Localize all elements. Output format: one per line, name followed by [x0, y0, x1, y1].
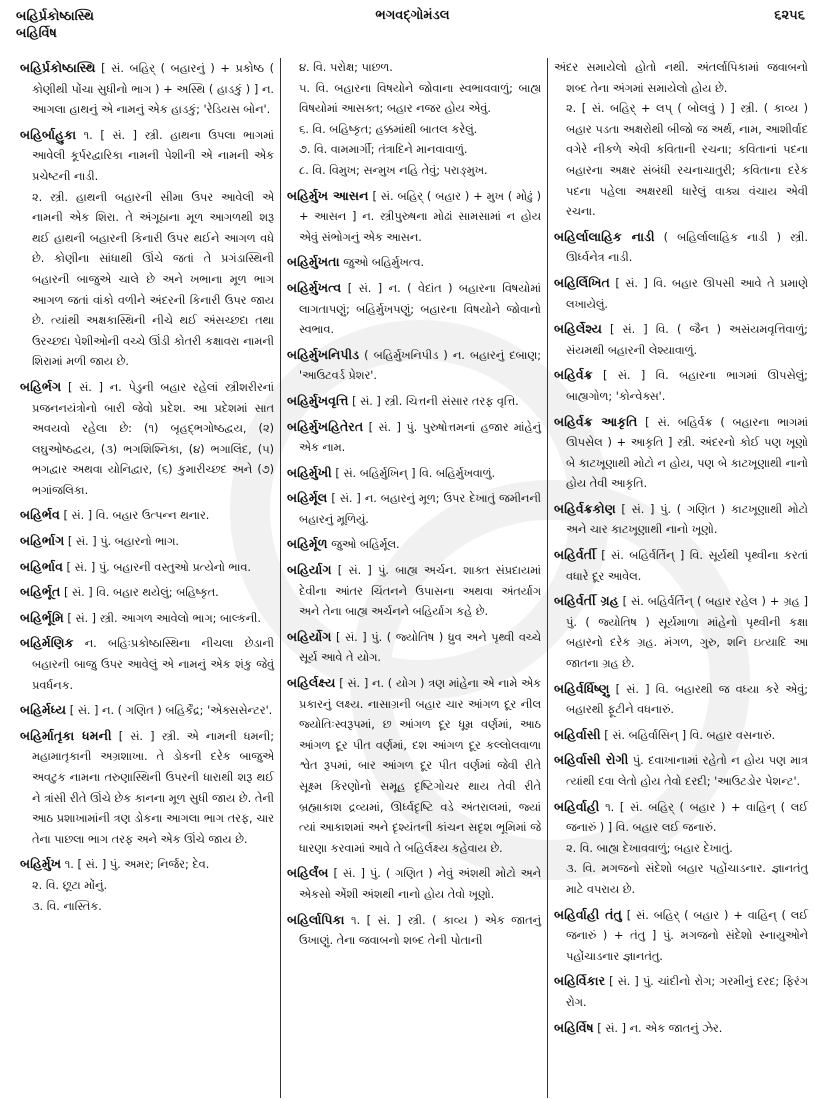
- dictionary-entry: [287, 58, 541, 182]
- dictionary-columns: [14, 58, 814, 1098]
- dictionary-entry: [554, 273, 808, 315]
- definition: [ સં. બહિર્ ( બહારનું ) + પ્રકોષ્ઠ ( કોણીથી પોંચા સુધીનો ભાગ ) + અસ્થિ ( હાડકું ) ] ન. આગલા હાથનું એ નામનું એક હાડકું; 'રેડિયસ બોન'.: [32, 62, 274, 117]
- headword: બહિર્મુખ: [20, 856, 62, 872]
- headword: બહિર્વક્ર આકૃતિ: [554, 413, 638, 429]
- definition: [ સં. ] સ્ત્રી. આગળ આવેલો ભાગ; બાલ્કની.: [67, 611, 261, 625]
- headword: બહિર્યોગ: [287, 628, 332, 644]
- dictionary-entry: [287, 186, 541, 249]
- headword: બહિર્મણિક: [20, 635, 74, 651]
- guide-word-last: બહિર્વિષ: [16, 26, 57, 41]
- headword: બહિર્યાગ: [287, 562, 332, 578]
- definition: [ સં. ] પું. ( ગણિત ) નેવું અંશથી મોટો અને એકસો એંશી અંશથી નાનો હોય તેવો ખૂણો.: [299, 867, 542, 901]
- headword: બહિર્મૂલ: [287, 490, 328, 506]
- dictionary-entry: [287, 534, 541, 556]
- dictionary-entry: [554, 591, 808, 674]
- headword: બહિર્લક્ષ્ય: [287, 675, 336, 691]
- definition: [ સં. ] ન. ( વેદાંત ) બહારના વિષયોમાં લાગતાપણું; બહિર્મુખપણું; બહારના વિષયોને જોવાનો સ્વભાવ.: [299, 281, 542, 337]
- headword: બહિર્ભૂમિ: [20, 609, 64, 625]
- definition: [ સં. બહિર્વર્તિન્ ( બહાર રહેલ ) + ગ્રહ ] પું. ( જ્યોતિષ ) સૂર્યમાળા માંહેનો પૃથ્વીની કક્ષા બહારનો દરેક ગ્રહ. મંગળ, ગુરુ, શનિ ઇત્યાદિ આ જાતના ગ્રહ છે.: [566, 595, 809, 671]
- definition: [ સં. ] પું. બાહ્ય અર્ચન. શાક્ત સંપ્રદાયમાં દેવીના આંતર ચિંતનને ઉપાસના અથવા અંતર્યાગ અને તેના બાહ્ય અર્ચનને બહિર્યાગ કહે છે.: [299, 564, 541, 619]
- dictionary-entry: [554, 227, 808, 269]
- headword: બહિર્લાપિકા: [287, 911, 345, 927]
- definition: [ સં. ] વિ. બહારના ભાગમાં ઊપસેલું; બાહ્યગોળ; 'કોન્વેક્સ'.: [566, 369, 808, 403]
- headword: બહિર્મુખી: [287, 464, 332, 480]
- sub-sense: ૮. વિ. વિમુખ; સન્મુખ નહિ તેવું; પરાઙ્મુખ.: [299, 163, 488, 177]
- headword: બહિર્વાસી: [554, 726, 601, 742]
- dictionary-entry: [554, 679, 808, 721]
- definition: [ સં. ] પું. ચાંદીનો રોગ; ગરમીનું દરદ; ફિરંગ રોગ.: [566, 975, 808, 1009]
- dictionary-entry: [554, 58, 808, 223]
- definition: [ સં. ] સ્ત્રી. ચિત્તની સંસાર તરફ વૃત્તિ.: [352, 394, 519, 408]
- definition: [ સં. ] પું. ( જ્યોતિષ ) ધ્રુવ અને પૃથ્વી વચ્ચે સૂર્ય આવે તે યોગ.: [299, 630, 541, 665]
- dictionary-entry: [20, 726, 274, 851]
- headword: બહિર્વર્ધિષ્ણુ: [554, 680, 610, 696]
- headword: બહિર્ભાવ: [20, 558, 63, 574]
- definition: ન. બહિઃપ્રકોષ્ઠાસ્થિના નીચલા છેડાની બહારની બાજુ ઉપર આવેલું એ નામનું એક શંકુ જેવું પ્રવર્ધનક.: [32, 637, 274, 692]
- column-1: [14, 58, 280, 1098]
- headword: બહિર્લંબ: [287, 865, 329, 881]
- headword: બહિર્વર્તી: [554, 547, 596, 563]
- definition: ૧. [ સં. ] સ્ત્રી. ( કાવ્ય ) એક જાતનું ઉખાણું. તેના જવાબનો શબ્દ તેની પોતાની: [299, 913, 541, 948]
- headword: બહિર્બાહુકા: [20, 126, 77, 142]
- sub-sense: ૩. વિ. મગજનો સંદેશો બહાર પહોંચાડનાર. જ્ઞાનતંતુ માટે વપરાય છે.: [566, 862, 808, 896]
- headword: બહિર્વિષ: [554, 1019, 594, 1035]
- definition: અંદર સમાયેલો હોતો નથી. અંતર્લાપિકામાં જવાબનો શબ્દ તેના અંગમાં સમાયેલો હોય છે.: [554, 61, 808, 95]
- dictionary-entry: [287, 391, 541, 413]
- definition: [ સં. ] વિ. બહારથી જ વધ્યા કરે એવું; બહારથી ફૂટીને વધનારું.: [566, 682, 809, 717]
- dictionary-entry: [554, 319, 808, 361]
- dictionary-entry: [554, 499, 808, 541]
- headword: બહિર્વક્ર: [554, 367, 593, 383]
- sub-sense: ૪. વિ. પરોક્ષ; પાછળ.: [299, 61, 393, 74]
- sub-sense: ૨. [ સં. બહિર્ + લપ્ ( બોલવું ) ] સ્ત્રી. ( કાવ્ય ) બહાર પડતા અક્ષરોથી બીજો જ અર્થ, નામ, આશીર્વાદ વગેરે નીકળે એવી કવિતાની રચના; કવિતાનાં પદના બહારના અક્ષર સંબંધી રચનાચાતુરી; કવિતાના દરેક પદના પહેલા અક્ષરથી ધારેલું વાક્ય વંચાય એવી રચના.: [566, 102, 808, 219]
- definition: [ સં. બહિર્ ( બહાર ) + મુખ ( મોઢું ) + આસન ] ન. સ્ત્રીપુરુષના મોઢાં સામસામાં ન હોય એવું સંભોગનું એક આસન.: [299, 189, 541, 244]
- definition: [ સં. બહિર્વક્ર ( બહારના ભાગમાં ઊપસેલ ) + આકૃતિ ] સ્ત્રી. અંદરનો કોઈ પણ ખૂણો બે કાટખૂણાથી મોટો ન હોય, પણ બે કાટખૂણાથી નાનો હોય તેવી આકૃતિ.: [566, 415, 808, 491]
- headword: બહિર્ભગ: [20, 378, 62, 394]
- definition: [ સં. ] વિ. બહાર ઊપસી આવે તે પ્રમાણે લખાયેલું.: [566, 276, 808, 311]
- headword: બહિર્વાસી રોગી: [554, 752, 629, 768]
- dictionary-entry: [554, 1018, 808, 1040]
- dictionary-entry: [554, 971, 808, 1013]
- dictionary-entry: [20, 700, 274, 722]
- dictionary-entry: [554, 750, 808, 792]
- definition: પું. દવાખાનામાં રહેતો ન હોય પણ માત્ર ત્યાંથી દવા લેતો હોય તેવો દરદી; 'આઉટડોર પેશન્ટ'.: [566, 754, 808, 788]
- headword: બહિર્ભવ: [20, 507, 60, 523]
- sub-sense: ૭. વિ. વામમાર્ગી; તંત્રાદિને માનવાવાળું.: [299, 143, 468, 157]
- dictionary-entry: [287, 417, 541, 459]
- dictionary-entry: [287, 488, 541, 530]
- definition: ૧. [ સં. ] સ્ત્રી. હાથના ઉપલા ભાગમાં આવેલી કૂર્પરદ્વારિકા નામની પેશીની એ નામની એક પ્રચેષ્ટની નાડી.: [32, 128, 274, 183]
- headword: બહિર્લેશ્ય: [554, 321, 602, 337]
- definition: જુઓ બહિર્મૂલ.: [331, 538, 400, 552]
- dictionary-entry: [554, 725, 808, 747]
- book-title: ભગવદ્ગોમંડલ: [375, 8, 450, 23]
- dictionary-entry: [554, 412, 808, 495]
- sub-sense: ૨. વિ. બાહ્ય દેખાવવાળું; બહાર દેખાતું.: [566, 841, 733, 855]
- definition: જુઓ બહિર્મુખત્વ.: [343, 256, 425, 270]
- headword: બહિર્લિખિત: [554, 274, 610, 290]
- definition: [ સં. ] વિ. ( જૈન ) અસંયમવૃત્તિવાળું; સંયમથી બહારની લેશ્યાવાળું.: [566, 323, 808, 357]
- definition: [ સં. ] પું. પુરુષોત્તમનાં હજાર માંહેનું એક નામ.: [299, 420, 541, 455]
- definition: [ સં. ] પું. બહારનો ભાગ.: [67, 535, 179, 549]
- definition: [ સં. બહિર્ ( બહાર ) + વાહિન્ ( લઈ જનારું ) + તંતુ ] પું. મગજનો સંદેશો સ્નાયુઓને પહોંચાડનાર જ્ઞાનતંતુ.: [566, 908, 809, 963]
- definition: [ સં. બહિર્વાસિન્ ] વિ. બહાર વસનારું.: [604, 728, 776, 742]
- headword: બહિર્મુખનિપીડ: [287, 346, 360, 362]
- sub-sense: ૬. વિ. બહિષ્કૃત; હક્કમાંથી બાતલ કરેલું.: [299, 122, 478, 136]
- dictionary-entry: [20, 557, 274, 579]
- headword: બહિર્મુખતા: [287, 254, 340, 270]
- headword: બહિર્વાહી તંતુ: [554, 906, 622, 922]
- headword: બહિર્મૂળ: [287, 536, 328, 552]
- dictionary-entry: [20, 582, 274, 604]
- column-2: [280, 58, 547, 1098]
- dictionary-entry: [287, 278, 541, 341]
- definition: ( બહિર્લાલાહિક નાડી ) સ્ત્રી. ઊર્ધ્વનેત્ર નાડી.: [566, 230, 808, 265]
- page-number: ૬૨૫૬: [774, 8, 805, 23]
- sub-sense: ૨. વિ. છૂટા મોંનું.: [32, 878, 108, 892]
- headword: બહિર્વિકાર: [554, 973, 606, 989]
- definition: [ સં. બહિર્વર્તિન્ ] વિ. સૂર્યથી પૃથ્વીના કરતાં વધારે દૂર આવેલ.: [566, 549, 809, 583]
- headword: બહિર્મધ્ય: [20, 702, 67, 718]
- definition: ( બહિર્મુખનિપીડ ) ન. બહારનું દબાણ; 'આઉટવર્ડ પ્રેશર'.: [299, 348, 542, 383]
- dictionary-entry: [287, 910, 541, 952]
- definition: ૧. [ સં. ] પું. અમર; નિર્જર; દેવ.: [64, 858, 210, 872]
- dictionary-entry: [20, 633, 274, 696]
- sub-sense: ૫. વિ. બહારના વિષયોને જોવાના સ્વભાવવાળું; બાહ્ય વિષયોમાં આસક્ત; બહાર નજર હોય એવું.: [299, 81, 541, 116]
- dictionary-entry: [20, 58, 274, 121]
- headword: બહિર્પ્રકોષ્ઠાસ્થિ: [20, 60, 96, 75]
- dictionary-entry: [287, 252, 541, 274]
- headword: બહિર્વક્રકોણ: [554, 500, 616, 516]
- definition: [ સં. ] વિ. બહાર ઉત્પન્ન થનાર.: [63, 509, 210, 523]
- headword: બહિર્ભૂત: [20, 584, 61, 600]
- dictionary-entry: [287, 560, 541, 623]
- dictionary-entry: [20, 608, 274, 630]
- definition: [ સં. ] પું. બહારની વસ્તુઓ પ્રત્યેનો ભાવ.: [66, 560, 251, 574]
- definition: [ સં. ] ન. પેડુની બહાર રહેલાં સ્ત્રીશરીરનાં પ્રજનનયંત્રોનો બારી જેવો પ્રદેશ. આ પ્રદેશમાં સાત અવયવો રહેલા છે: (૧) બૃહદ્ભગોષ્ઠદ્વય, (૨) લઘુઓષ્ઠદ્વય, (૩) ભગશિશ્નિકા, (૪) ભગાલિંદ, (૫) ભગદ્વાર અથવા યોનિદ્વાર, (૬) કુમારીચ્છદ અને (૭) ભગાંજલિકા.: [32, 380, 274, 497]
- headword: બહિર્મુખત્વ: [287, 279, 342, 295]
- dictionary-entry: [287, 673, 541, 859]
- headword: બહિર્મુખ આસન: [287, 187, 369, 203]
- definition: [ સં. ] ન. ( યોગ ) ત્રણ માંહેના એ નામે એક પ્રકારનું લક્ષ્ય. નાસાગ્રની બહાર ચાર આંગળ દૂર નીલ જ્યોતિઃસ્વરૂપમાં, છ આંગળ દૂર ધૂમ્ર વર્ણમાં, આઠ આંગળ દૂર પીત વર્ણમાં, દશ આંગળ દૂર કલ્લોલવાળા શ્વેત રૂપમાં, બાર આંગળ દૂર પીત વર્ણમાં જેવી રીતે સૂક્ષ્મ કિરણોનો સમૂહ દૃષ્ટિગોચર થાય તેવી રીતે બ્રહ્માકાશ દ્રવ્યમાં, ઊર્ધ્વદૃષ્ટિ વડે અંતરાલમાં, જ્યાં ત્યાં આકાશમાં અને દૃશ્યંતની કાંચન સદૃશ ભૂમિમાં જે ધારણા કરવામાં આવે તે બહિર્લક્ષ્ય કહેવાય છે.: [299, 677, 541, 855]
- sub-sense: ૨. સ્ત્રી. હાથની બહારની સીમા ઉપર આવેલી એ નામની એક શિરા. તે અંગૂઠાના મૂળ આગળથી શરૂ થઈ હાથની બહારની કિનારી ઉપર થઈને આગળ વધે છે. કોણીના સાંધાથી ઊંચે જતાં તે પ્રગંડાસ્થિની બહારની બાજુએ ચાલે છે અને ખભાના મૂળ ભાગ આગળ જતાં વાંકો વળીને અંદરની કિનારી ઉપર જાય છે. ત્યાંથી અક્ષકાસ્થિની નીચે થઈ અંસચ્છદા તથા ઉરચ્છદા પેશીઓની વચ્ચે ઊંડી કોતરી કક્ષાવરા નામની શિરામાં મળી જાય છે.: [32, 190, 274, 369]
- dictionary-entry: [287, 463, 541, 485]
- dictionary-entry: [20, 854, 274, 917]
- dictionary-entry: [287, 345, 541, 387]
- headword: બહિર્માતૃકા ધમની: [20, 727, 112, 743]
- definition: [ સં. ] ન. એક જાતનું ઝેર.: [597, 1021, 723, 1035]
- column-3: [547, 58, 814, 1098]
- dictionary-entry: [554, 797, 808, 901]
- headword: બહિર્વાહી: [554, 798, 600, 814]
- definition: [ સં. ] ન. બહારનું મૂળ; ઉપર દેખાતું જમીનની બહારનું મૂળિયું.: [299, 492, 541, 526]
- dictionary-entry: [20, 505, 274, 527]
- headword: બહિર્વર્તી ગ્રહ: [554, 593, 619, 609]
- headword: બહિર્લાલાહિક નાડી: [554, 228, 655, 244]
- definition: [ સં. ] પું. ( ગણિત ) કાટખૂણાથી મોટો અને ચાર કાટખૂણાથી નાનો ખૂણો.: [566, 502, 808, 537]
- dictionary-entry: [287, 863, 541, 905]
- headword: બહિર્મુખહિતેરત: [287, 418, 364, 434]
- definition: [ સં. બહિર્મુખિન્ ] વિ. બહિર્મુખવાળું.: [335, 466, 496, 480]
- dictionary-entry: [554, 905, 808, 968]
- dictionary-entry: [20, 125, 274, 373]
- definition: ૧. [ સં. બહિર્ ( બહાર ) + વાહિન્ ( લઈ જનારું ) ] વિ. બહાર લઈ જનારું.: [566, 800, 808, 835]
- definition: [ સં. ] સ્ત્રી. એ નામની ધમની; મહામાતૃકાની અગ્રશાખા. તે ડોકની દરેક બાજુએ અવટુક નામના તરુણાસ્થિની ઉપરની ધારાથી શરૂ થઈ ને ત્રાંસી રીતે ઊંચે છેક કાનના મૂળ સુધી જાય છે. તેની આઠ પ્રશાખામાંની ત્રણ ડોકના આગલા ભાગ તરફ, ચાર તેના પાછલા ભાગ તરફ અને એક ઊંચે જાય છે.: [32, 729, 274, 846]
- dictionary-entry: [287, 627, 541, 669]
- definition: [ સં. ] વિ. બહાર થયેલું; બહિષ્કૃત.: [63, 586, 219, 600]
- headword: બહિર્મુખવૃત્તિ: [287, 392, 349, 408]
- guide-word-first: બહિર્પ્રકોષ્ઠાસ્થિ: [16, 9, 95, 24]
- sub-sense: ૩. વિ. નાસ્તિક.: [32, 899, 102, 913]
- definition: [ સં. ] ન. ( ગણિત ) બહિર્કેંદ્ર; 'એક્સસેન્ટર'.: [69, 704, 273, 718]
- dictionary-entry: [20, 377, 274, 502]
- dictionary-entry: [554, 365, 808, 407]
- dictionary-entry: [20, 531, 274, 553]
- dictionary-entry: [554, 545, 808, 587]
- headword: બહિર્ભાગ: [20, 533, 65, 549]
- page-header: [0, 0, 825, 50]
